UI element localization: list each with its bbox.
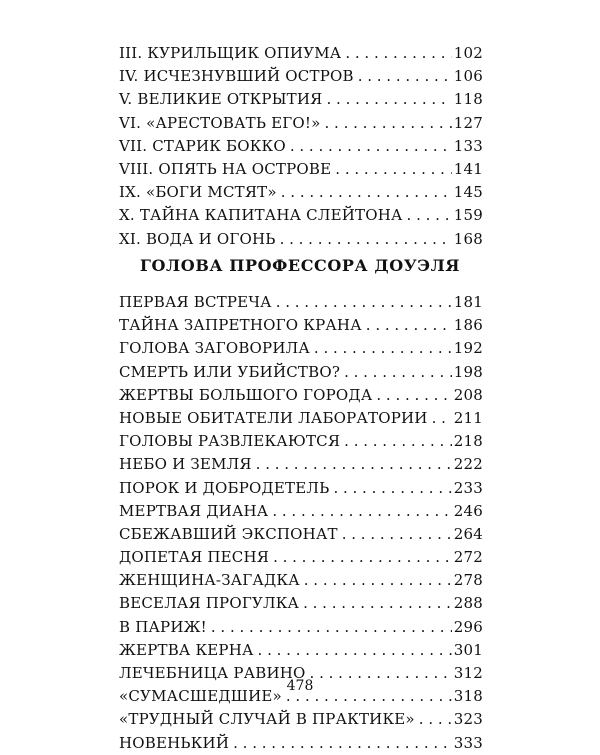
dot-leader — [407, 204, 452, 227]
entry-title: XI. ВОДА И ОГОНЬ — [119, 229, 276, 248]
entry-title: ПОРОК И ДОБРОДЕТЕЛЬ — [119, 478, 330, 497]
section-heading: ГОЛОВА ПРОФЕССОРА ДОУЭЛЯ — [139, 256, 461, 275]
dot-leader — [303, 592, 452, 615]
contents-entry — [119, 384, 483, 407]
entry-title: СБЕЖАВШИЙ ЭКСПОНАТ — [119, 524, 338, 543]
entry-title: НЕБО И ЗЕМЛЯ — [119, 455, 252, 474]
contents-entry — [119, 569, 483, 592]
contents-entry — [119, 65, 483, 88]
entry-page: 186 — [453, 316, 483, 335]
entry-title: ГОЛОВЫ РАЗВЛЕКАЮТСЯ — [119, 432, 341, 451]
entry-title: НОВЕНЬКИЙ — [119, 733, 230, 752]
entry-page: 233 — [453, 478, 483, 497]
entry-title: НОВЫЕ ОБИТАТЕЛИ ЛАБОРАТОРИИ — [119, 408, 428, 427]
entry-title: IV. ИСЧЕЗНУВШИЙ ОСТРОВ — [119, 67, 354, 86]
dot-leader — [272, 500, 451, 523]
dot-leader — [276, 291, 452, 314]
entry-page: 159 — [453, 206, 483, 225]
contents-entry — [119, 158, 483, 181]
entry-page: 145 — [453, 183, 483, 202]
contents-entry — [119, 112, 483, 135]
dot-leader — [327, 88, 452, 111]
contents-entry — [119, 500, 483, 523]
entry-title: ЛЕЧЕБНИЦА РАВИНО — [119, 664, 306, 682]
contents-entry — [119, 291, 483, 314]
dot-leader — [290, 135, 452, 158]
contents-list-part-one — [119, 42, 483, 251]
contents-entry — [119, 407, 483, 430]
entry-title: ЖЕРТВЫ БОЛЬШОГО ГОРОДА — [119, 385, 373, 404]
entry-page: 323 — [453, 710, 483, 729]
dot-leader — [432, 407, 452, 430]
entry-title: X. ТАЙНА КАПИТАНА СЛЕЙТОНА — [119, 206, 403, 225]
contents-entry — [119, 453, 483, 476]
dot-leader — [345, 42, 451, 65]
entry-page: 264 — [453, 524, 483, 543]
entry-page: 133 — [453, 136, 483, 155]
dot-leader — [281, 181, 452, 204]
contents-entry — [119, 616, 483, 639]
dot-leader — [419, 708, 452, 731]
dot-leader — [333, 477, 451, 500]
entry-title: VI. «АРЕСТОВАТЬ ЕГО!» — [119, 113, 321, 132]
dot-leader — [344, 361, 452, 384]
dot-leader — [273, 546, 452, 569]
contents-entry — [119, 42, 483, 65]
entry-page: 272 — [453, 548, 483, 567]
dot-leader — [358, 65, 452, 88]
dot-leader — [335, 158, 451, 181]
entry-title: VIII. ОПЯТЬ НА ОСТРОВЕ — [119, 159, 332, 178]
entry-page: 296 — [453, 617, 483, 636]
contents-entry — [119, 430, 483, 453]
page-number: 478 — [286, 678, 314, 694]
entry-title: «ТРУДНЫЙ СЛУЧАЙ В ПРАКТИКЕ» — [119, 710, 415, 729]
contents-entry — [119, 477, 483, 500]
entry-title: ВЕСЕЛАЯ ПРОГУЛКА — [119, 594, 300, 613]
dot-leader — [258, 639, 452, 662]
contents-entry — [119, 523, 483, 546]
entry-page: 333 — [453, 733, 483, 752]
dot-leader — [366, 314, 452, 337]
entry-page: 198 — [453, 362, 483, 381]
entry-title: МЕРТВАЯ ДИАНА — [119, 501, 269, 520]
entry-page: 312 — [453, 664, 483, 682]
contents-entry — [119, 361, 483, 384]
entry-title: VII. СТАРИК БОККО — [119, 136, 286, 155]
entry-page: 181 — [453, 293, 483, 311]
contents-entry — [119, 135, 483, 158]
contents-entry — [119, 181, 483, 204]
entry-title: ЖЕРТВА КЕРНА — [119, 640, 254, 659]
entry-page: 246 — [453, 501, 483, 520]
entry-title: В ПАРИЖ! — [119, 617, 207, 636]
entry-page: 318 — [453, 687, 483, 706]
entry-page: 106 — [453, 67, 483, 86]
contents-entry — [119, 592, 483, 615]
contents-entry — [119, 708, 483, 731]
dot-leader — [325, 112, 452, 135]
contents-entry — [119, 639, 483, 662]
entry-title: «СУМАСШЕДШИЕ» — [119, 687, 282, 706]
entry-page: 222 — [453, 455, 483, 474]
dot-leader — [314, 337, 452, 360]
entry-title: СМЕРТЬ ИЛИ УБИЙСТВО? — [119, 362, 341, 381]
entry-page: 278 — [453, 571, 483, 590]
dot-leader — [211, 616, 452, 639]
dot-leader — [233, 732, 452, 755]
entry-page: 168 — [453, 229, 483, 248]
entry-title: ПЕРВАЯ ВСТРЕЧА — [119, 293, 272, 311]
dot-leader — [256, 453, 452, 476]
dot-leader — [304, 569, 452, 592]
entry-title: ГОЛОВА ЗАГОВОРИЛА — [119, 339, 310, 358]
entry-page: 118 — [453, 90, 483, 109]
entry-page: 288 — [453, 594, 483, 613]
entry-title: ТАЙНА ЗАПРЕТНОГО КРАНА — [119, 316, 362, 335]
contents-entry — [119, 546, 483, 569]
entry-page: 218 — [453, 432, 483, 451]
entry-title: IX. «БОГИ МСТЯТ» — [119, 183, 277, 202]
entry-title: V. ВЕЛИКИЕ ОТКРЫТИЯ — [119, 90, 323, 109]
contents-entry — [119, 337, 483, 360]
entry-page: 208 — [453, 385, 483, 404]
contents-entry — [119, 314, 483, 337]
contents-entry — [119, 228, 483, 251]
dot-leader — [344, 430, 452, 453]
entry-page: 211 — [453, 408, 483, 427]
entry-page: 141 — [453, 159, 483, 178]
entry-page: 102 — [453, 44, 483, 62]
entry-title: ЖЕНЩИНА-ЗАГАДКА — [119, 571, 300, 590]
entry-page: 127 — [453, 113, 483, 132]
dot-leader — [280, 228, 452, 251]
contents-entry — [119, 204, 483, 227]
entry-page: 301 — [453, 640, 483, 659]
contents-entry — [119, 88, 483, 111]
entry-title: ДОПЕТАЯ ПЕСНЯ — [119, 548, 270, 567]
entry-page: 192 — [453, 339, 483, 358]
entry-title: III. КУРИЛЬЩИК ОПИУМА — [119, 44, 342, 62]
dot-leader — [376, 384, 451, 407]
contents-entry — [119, 732, 483, 755]
dot-leader — [342, 523, 452, 546]
